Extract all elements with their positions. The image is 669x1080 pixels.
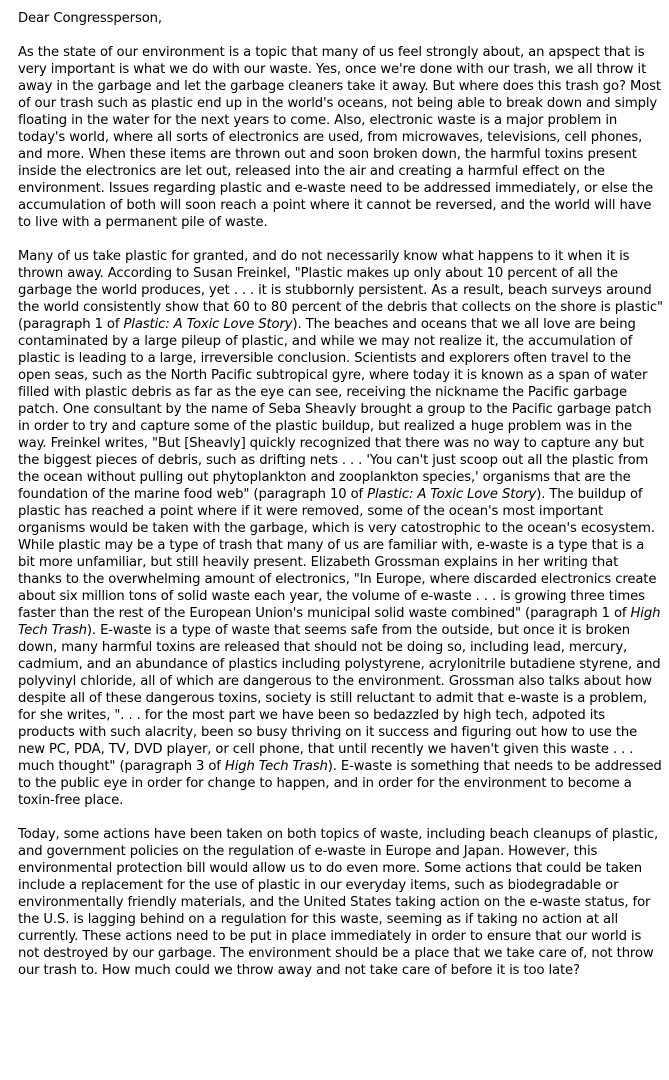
source-title-ewaste-2: High Tech Trash [224,759,328,774]
paragraph-plastic-text-b: ). The beaches and oceans that we all love are being contaminated by a large pileup of plastic, and while we may not realize it, the accumulation of plastic is leading to a large, irreversible conclusion. Scientists and explorers often travel to the open seas, such as the North Pacific subtropical gyre, where today it is known as a span of water filled with plastic debris as far as the eye can see, receiving the nickname the Pacific garbage patch. One consultant by the name of Seba Sheavly brought a group to the Pacific garbage patch in order to try and capture some of the plastic buildup, but realized a huge problem was in the way. Freinkel writes, "But [Sheavly] quickly recognized that there was no way to capture any but the biggest pieces of debris, such as drifting nets . . . 'You can't just scoop out all the plastic from the ocean without pulling out phytoplankton and zooplankton species,' organisms that are the foundation of the marine food web" (paragraph 10 of [18,317,652,502]
paragraph-intro: As the state of our environment is a topic that many of us feel strongly about, an apspect that is very important is what we do with our waste. Yes, once we're done with our trash, we all throw it away in the garbage and let the garbage cleaners take it away. But where does this trash go? Most of our trash such as plastic end up in the world's oceans, not being able to break down and simply floating in the water for the next years to come. Also, electronic waste is a major problem in today's world, where all sorts of electronics are used, from microwaves, televisions, cell phones, and more. When these items are thrown out and soon broken down, the harmful toxins present inside the electronics are let out, released into the air and creating a harmful effect on the environment. Issues regarding plastic and e-waste need to be addressed immediately, or else the accumulation of both will soon reach a point where it cannot be reversed, and the world will have to live with a permanent pile of waste. [18,45,661,230]
paragraph-plastic-text-c: ). The buildup of plastic has reached a point where if it were removed, some of the ocean's most important organisms would be taken with the garbage, which is very catostrophic to the ocean's ecosystem. [18,487,655,536]
paragraph-conclusion: Today, some actions have been taken on both topics of waste, including beach cleanups of plastic, and government policies on the regulation of e-waste in Europe and Japan. However, this environmental protection bill would allow us to do even more. Some actions that could be taken include a replacement for the use of plastic in our everyday items, such as biodegradable or environmentally friendly materials, and the United States taking action on the e-waste status, for the U.S. is lagging behind on a regulation for this waste, seeming as if taking no action at all currently. These actions need to be put in place immediately in order to ensure that our world is not destroyed by our garbage. The environment should be a place that we take care of, not throw our trash to. How much could we throw away and not take care of before it is too late? [18,827,659,978]
letter-body [18,10,663,979]
source-title-plastic-1: Plastic: A Toxic Love Story [123,317,293,332]
paragraph-ewaste-text-c: ). E-waste is something that needs to be addressed to the public eye in order for change to happen, and in order for the environment to become a toxin-free place. [18,759,662,808]
paragraph-plastic [18,248,663,537]
paragraph-ewaste-text-a: While plastic may be a type of trash that many of us are familiar with, e-waste is a type that is a bit more unfamiliar, but still heavily present. Elizabeth Grossman explains in her writing that thanks to the overwhelming amount of electronics, "In Europe, where discarded electronics create about six million tons of solid waste each year, the volume of e-waste . . . is growing three times faster than the rest of the European Union's municipal solid waste combined" (paragraph 1 of [18,538,657,621]
paragraph-ewaste-text-b: ). E-waste is a type of waste that seems safe from the outside, but once it is broken down, many harmful toxins are released that should not be doing so, including lead, mercury, cadmium, and an abundance of plastics including polystyrene, acrylonitrile butadiene styrene, and polyvinyl chloride, all of which are dangerous to the environment. Grossman also talks about how despite all of these dangerous toxins, society is still reluctant to admit that e-waste is a problem, for she writes, ". . . for the most part we have been so bedazzled by high tech, adpoted its products with such alacrity, been so busy thriving on it success and figuring out how to use the new PC, PDA, TV, DVD player, or cell phone, that until recently we haven't given this waste . . . much thought" (paragraph 3 of [18,623,661,774]
paragraph-ewaste [18,537,663,809]
source-title-plastic-2: Plastic: A Toxic Love Story [367,487,537,502]
salutation: Dear Congressperson, [18,11,162,26]
source-title-ewaste-1: High Tech Trash [18,606,661,638]
paragraph-plastic-text-a: Many of us take plastic for granted, and do not necessarily know what happens to it when it is thrown away. According to Susan Freinkel, "Plastic makes up only about 10 percent of all the garbage the world produces, yet . . . it is stubbornly persistent. As a result, beach surveys around the world consistently show that 60 to 80 percent of the debris that collects on the shore is plastic" (paragraph 1 of [18,249,663,332]
